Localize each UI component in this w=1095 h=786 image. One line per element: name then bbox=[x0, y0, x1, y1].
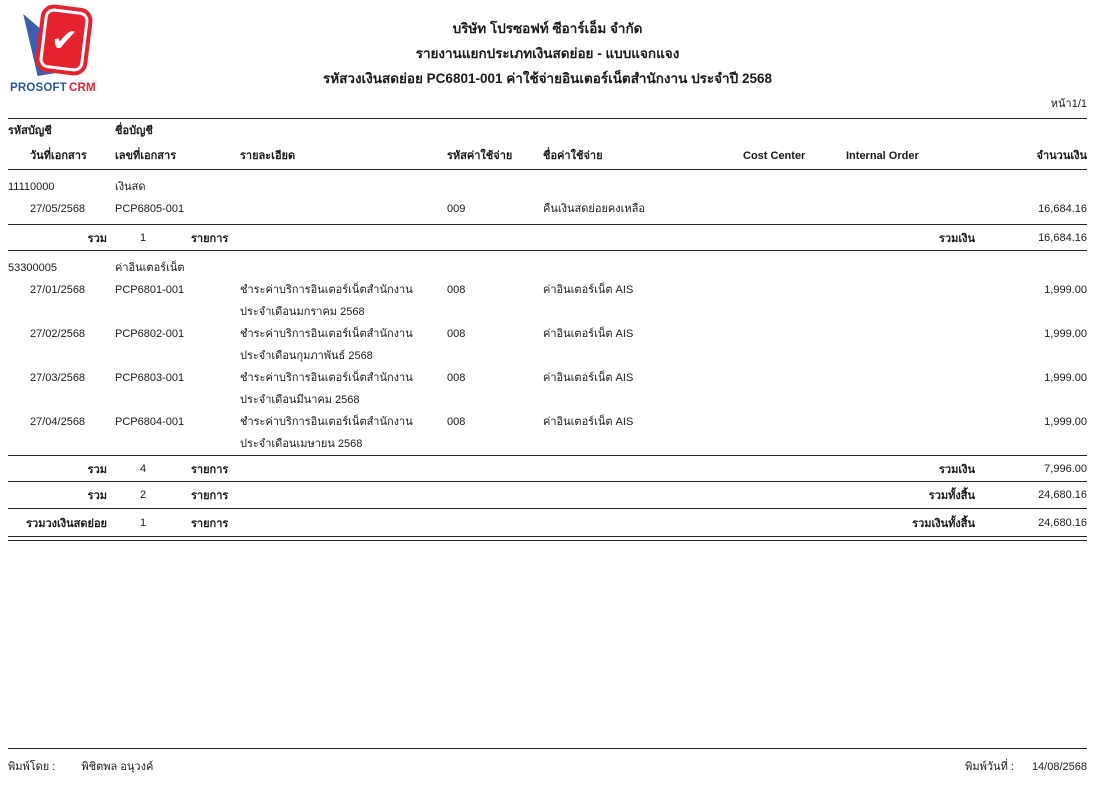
account-row bbox=[8, 170, 1087, 198]
total-unit: รายการ bbox=[191, 232, 229, 245]
report-footer bbox=[8, 748, 1087, 775]
amount: 1,999.00 bbox=[1044, 416, 1087, 428]
total-amount-label: รวมทั้งสิ้น bbox=[928, 490, 975, 502]
description-line-2: ประจำเดือนกุมภาพันธ์ 2568 bbox=[240, 350, 373, 362]
table-row bbox=[8, 367, 1087, 411]
section-total-row bbox=[8, 455, 1087, 482]
table-row bbox=[8, 323, 1087, 367]
doc-no: PCP6802-001 bbox=[115, 328, 185, 340]
col-header-cost-center: Cost Center bbox=[743, 150, 806, 162]
prosoft-crm-logo bbox=[10, 6, 110, 94]
total-unit: รายการ bbox=[191, 517, 229, 530]
doc-no: PCP6801-001 bbox=[115, 284, 185, 296]
total-amount: 16,684.16 bbox=[1038, 231, 1087, 244]
expense-code: 008 bbox=[447, 328, 466, 340]
total-label: รวม bbox=[87, 463, 107, 476]
printed-by-label: พิมพ์โดย : bbox=[8, 761, 56, 773]
expense-name: ค่าอินเตอร์เน็ต AIS bbox=[543, 284, 634, 296]
total-label: รวม bbox=[87, 490, 107, 502]
doc-date: 27/04/2568 bbox=[30, 416, 86, 428]
printed-by-name: พิชิตพล อนุวงค์ bbox=[81, 761, 154, 773]
total-amount: 24,680.16 bbox=[1038, 489, 1087, 501]
expense-code: 008 bbox=[447, 416, 466, 428]
printed-date-label: พิมพ์วันที่ : bbox=[965, 761, 1014, 773]
doc-date: 27/03/2568 bbox=[30, 372, 86, 384]
table-header-row-2 bbox=[8, 144, 1087, 169]
section-total-row bbox=[8, 224, 1087, 251]
doc-no: PCP6805-001 bbox=[115, 203, 185, 215]
table-row bbox=[8, 198, 1087, 224]
expense-code: 009 bbox=[447, 203, 466, 215]
expense-name: ค่าอินเตอร์เน็ต AIS bbox=[543, 416, 634, 428]
table-row bbox=[8, 411, 1087, 455]
total-amount: 7,996.00 bbox=[1044, 462, 1087, 475]
account-code: 11110000 bbox=[8, 181, 55, 193]
report-header bbox=[0, 0, 1095, 118]
description-line-1: ชำระค่าบริการอินเตอร์เน็ตสำนักงาน bbox=[240, 328, 413, 340]
description-line-2: ประจำเดือนมกราคม 2568 bbox=[240, 306, 365, 318]
logo-text-crm: CRM bbox=[69, 82, 96, 94]
total-amount: 24,680.16 bbox=[1038, 516, 1087, 529]
account-name: ค่าอินเตอร์เน็ต bbox=[115, 262, 185, 274]
total-amount-label: รวมเงิน bbox=[939, 232, 975, 245]
col-header-expense-name: ชื่อค่าใช้จ่าย bbox=[543, 150, 603, 162]
account-code: 53300005 bbox=[8, 262, 57, 274]
total-label: รวมวงเงินสดย่อย bbox=[26, 517, 107, 530]
doc-date: 27/05/2568 bbox=[30, 203, 86, 215]
report-table bbox=[8, 118, 1087, 541]
description bbox=[240, 279, 447, 323]
total-count: 4 bbox=[139, 462, 147, 475]
printed-date-value: 14/08/2568 bbox=[1031, 761, 1087, 773]
report-title-block bbox=[0, 0, 1095, 91]
shield-check-icon bbox=[34, 3, 94, 77]
col-header-amount: จำนวนเงิน bbox=[1036, 150, 1087, 162]
total-amount-label: รวมเงินทั้งสิ้น bbox=[912, 517, 975, 530]
doc-no: PCP6804-001 bbox=[115, 416, 185, 428]
description-line-1: ชำระค่าบริการอินเตอร์เน็ตสำนักงาน bbox=[240, 372, 413, 384]
amount: 1,999.00 bbox=[1044, 284, 1087, 296]
description-line-2: ประจำเดือนมีนาคม 2568 bbox=[240, 394, 360, 406]
expense-code: 008 bbox=[447, 372, 466, 384]
total-unit: รายการ bbox=[191, 463, 229, 476]
col-header-account-name: ชื่อบัญชี bbox=[115, 125, 153, 137]
col-header-description: รายละเอียด bbox=[240, 150, 296, 162]
doc-date: 27/02/2568 bbox=[30, 328, 86, 340]
amount: 16,684.16 bbox=[1038, 203, 1087, 215]
description bbox=[240, 411, 447, 455]
expense-name: คืนเงินสดย่อยคงเหลือ bbox=[543, 203, 645, 215]
grand-total-row bbox=[8, 509, 1087, 536]
col-header-expense-code: รหัสค่าใช้จ่าย bbox=[447, 150, 513, 162]
report-name: รายงานแยกประเภทเงินสดย่อย - แบบแจกแจง bbox=[415, 46, 680, 61]
total-amount-label: รวมเงิน bbox=[939, 463, 975, 476]
account-name: เงินสด bbox=[115, 181, 146, 193]
check-icon: ✔ bbox=[49, 21, 79, 59]
logo-text-prosoft: PROSOFT bbox=[10, 82, 67, 94]
amount: 1,999.00 bbox=[1044, 328, 1087, 340]
table-end-double-line bbox=[8, 536, 1087, 541]
description-line-1: ชำระค่าบริการอินเตอร์เน็ตสำนักงาน bbox=[240, 416, 413, 428]
company-name: บริษัท โปรซอฟท์ ซีอาร์เอ็ม จำกัด bbox=[452, 21, 643, 36]
total-label: รวม bbox=[87, 232, 107, 245]
logo-artwork bbox=[10, 6, 110, 78]
description bbox=[240, 367, 447, 411]
col-header-doc-no: เลขที่เอกสาร bbox=[115, 150, 177, 162]
expense-name: ค่าอินเตอร์เน็ต AIS bbox=[543, 328, 634, 340]
total-unit: รายการ bbox=[191, 490, 229, 502]
logo-wordmark bbox=[10, 82, 110, 94]
total-count: 1 bbox=[139, 516, 147, 529]
col-header-doc-date: วันที่เอกสาร bbox=[30, 150, 87, 162]
description-line-2: ประจำเดือนเมษายน 2568 bbox=[240, 438, 363, 450]
total-count: 2 bbox=[139, 489, 147, 501]
total-count: 1 bbox=[139, 231, 147, 244]
table-row bbox=[8, 279, 1087, 323]
expense-code: 008 bbox=[447, 284, 466, 296]
amount: 1,999.00 bbox=[1044, 372, 1087, 384]
description bbox=[240, 323, 447, 367]
expense-name: ค่าอินเตอร์เน็ต AIS bbox=[543, 372, 634, 384]
col-header-account-code: รหัสบัญชี bbox=[8, 125, 52, 137]
description-line-1: ชำระค่าบริการอินเตอร์เน็ตสำนักงาน bbox=[240, 284, 413, 296]
col-header-internal-order: Internal Order bbox=[846, 150, 919, 162]
table-header-row-1 bbox=[8, 119, 1087, 144]
account-row bbox=[8, 251, 1087, 279]
page-number: หน้า1/1 bbox=[1050, 98, 1087, 110]
report-total-row bbox=[8, 482, 1087, 509]
table-header bbox=[8, 119, 1087, 170]
shield-inner-border bbox=[39, 8, 90, 73]
report-subtitle: รหัสวงเงินสดย่อย PC6801-001 ค่าใช้จ่ายอินเตอร์เน็ตสำนักงาน ประจำปี 2568 bbox=[323, 71, 772, 86]
doc-no: PCP6803-001 bbox=[115, 372, 185, 384]
doc-date: 27/01/2568 bbox=[30, 284, 86, 296]
